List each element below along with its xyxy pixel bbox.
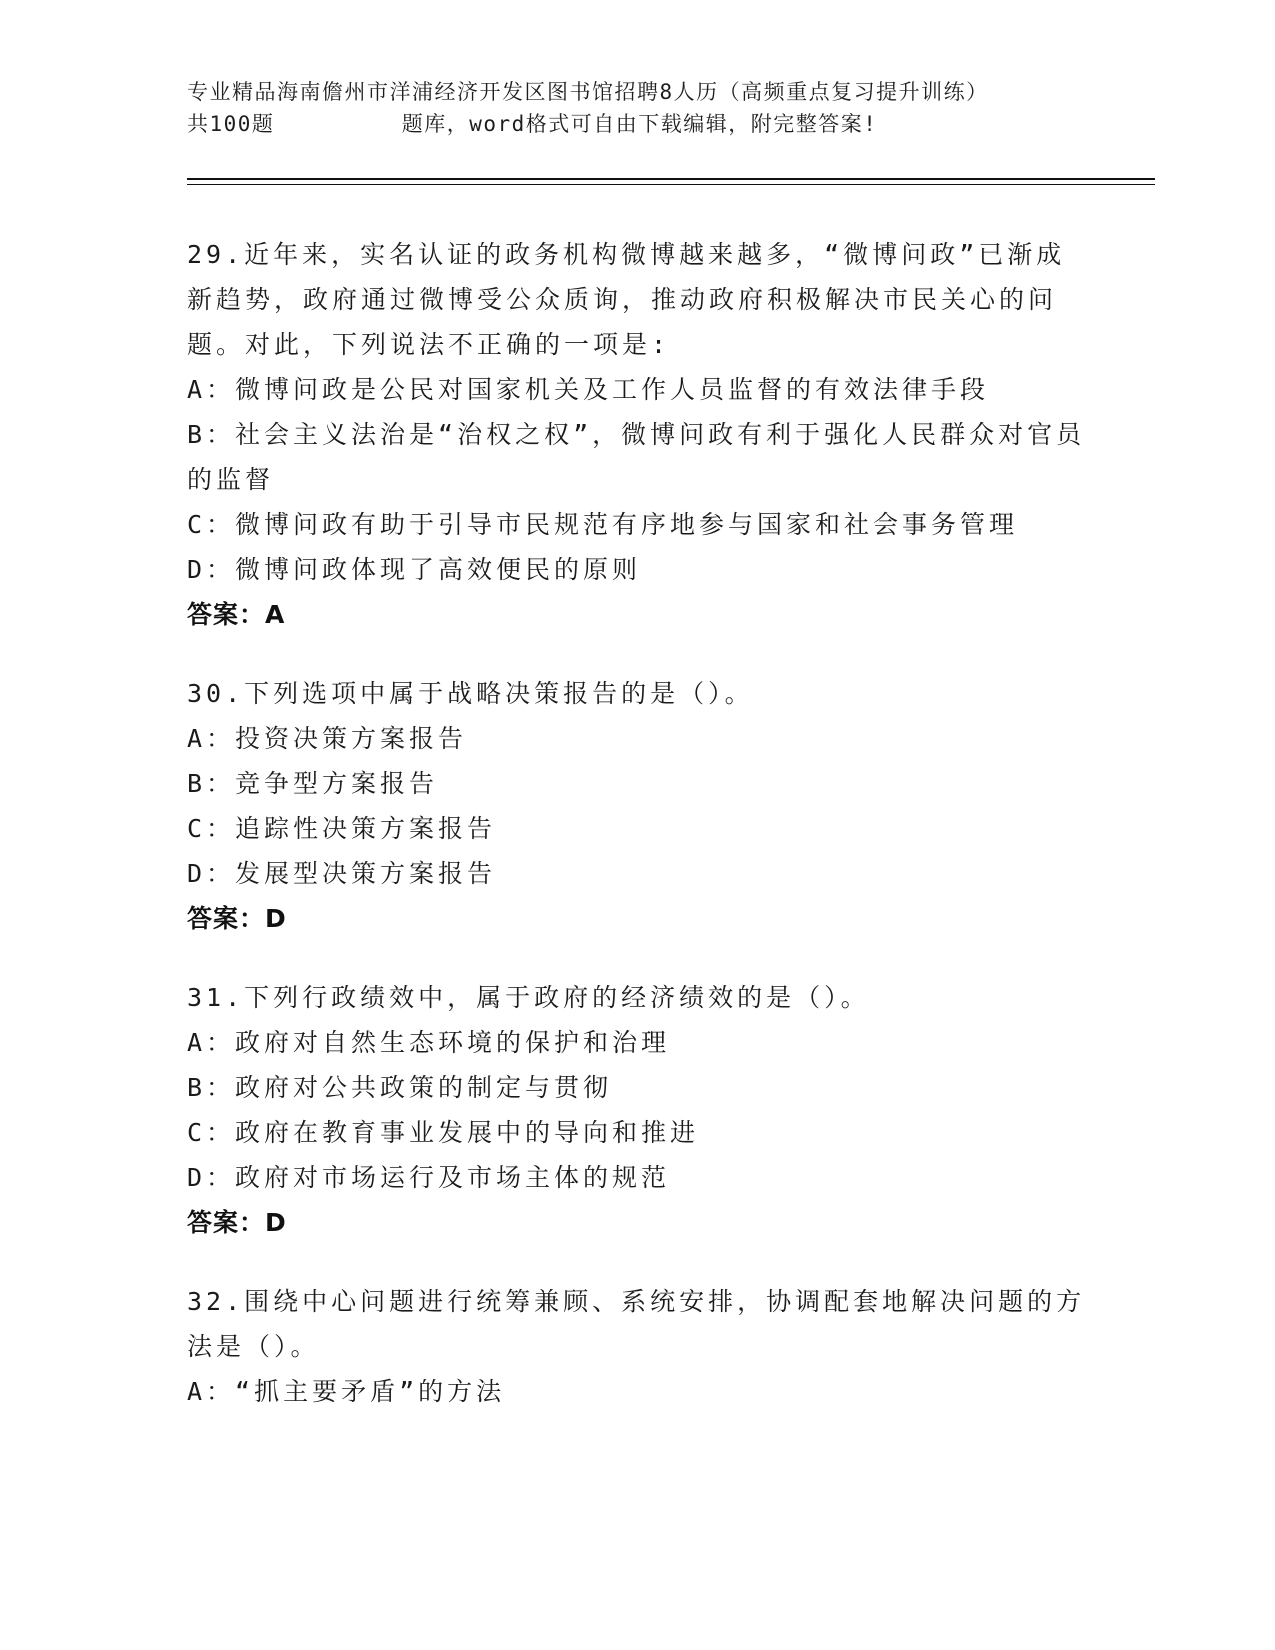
option-b: B：政府对公共政策的制定与贯彻 xyxy=(187,1073,613,1102)
question-list xyxy=(187,232,1087,1448)
question-text: 31.下列行政绩效中，属于政府的经济绩效的是（）。 xyxy=(187,983,870,1012)
question-text: 30.下列选项中属于战略决策报告的是（）。 xyxy=(187,679,754,708)
option-d: D：发展型决策方案报告 xyxy=(187,859,497,888)
header-title-line: 专业精品海南儋州市洋浦经济开发区图书馆招聘8人历（高频重点复习提升训练） xyxy=(187,80,989,104)
option-c: C：政府在教育事业发展中的导向和推进 xyxy=(187,1118,700,1147)
option-a: A：“抓主要矛盾”的方法 xyxy=(187,1377,506,1406)
answer-label: 答案：D xyxy=(187,904,287,933)
header-subtitle-line: 共100题 题库，word格式可自由下载编辑，附完整答案! xyxy=(187,112,878,136)
question-29 xyxy=(187,232,1087,637)
header-divider-thin xyxy=(187,184,1155,185)
question-30 xyxy=(187,671,1087,941)
header-divider-thick xyxy=(187,178,1155,180)
question-text: 29.近年来，实名认证的政务机构微博越来越多，“微博问政”已渐成新趋势，政府通过微博受公众质询，推动政府积极解决市民关心的问题。对此，下列说法不正确的一项是: xyxy=(187,240,1066,359)
answer-label: 答案：A xyxy=(187,600,286,629)
option-b: B：社会主义法治是“治权之权”，微博问政有利于强化人民群众对官员的监督 xyxy=(187,420,1086,494)
option-d: D：政府对市场运行及市场主体的规范 xyxy=(187,1163,671,1192)
document-header xyxy=(187,76,1087,140)
option-d: D：微博问政体现了高效便民的原则 xyxy=(187,555,642,584)
answer-label: 答案：D xyxy=(187,1208,287,1237)
option-a: A：投资决策方案报告 xyxy=(187,724,468,753)
option-c: C：微博问政有助于引导市民规范有序地参与国家和社会事务管理 xyxy=(187,510,1019,539)
question-31 xyxy=(187,975,1087,1245)
question-32 xyxy=(187,1279,1087,1414)
option-b: B：竞争型方案报告 xyxy=(187,769,439,798)
option-a: A：政府对自然生态环境的保护和治理 xyxy=(187,1028,671,1057)
option-c: C：追踪性决策方案报告 xyxy=(187,814,497,843)
question-text: 32.围绕中心问题进行统筹兼顾、系统安排，协调配套地解决问题的方法是（）。 xyxy=(187,1287,1086,1361)
option-a: A：微博问政是公民对国家机关及工作人员监督的有效法律手段 xyxy=(187,375,990,404)
